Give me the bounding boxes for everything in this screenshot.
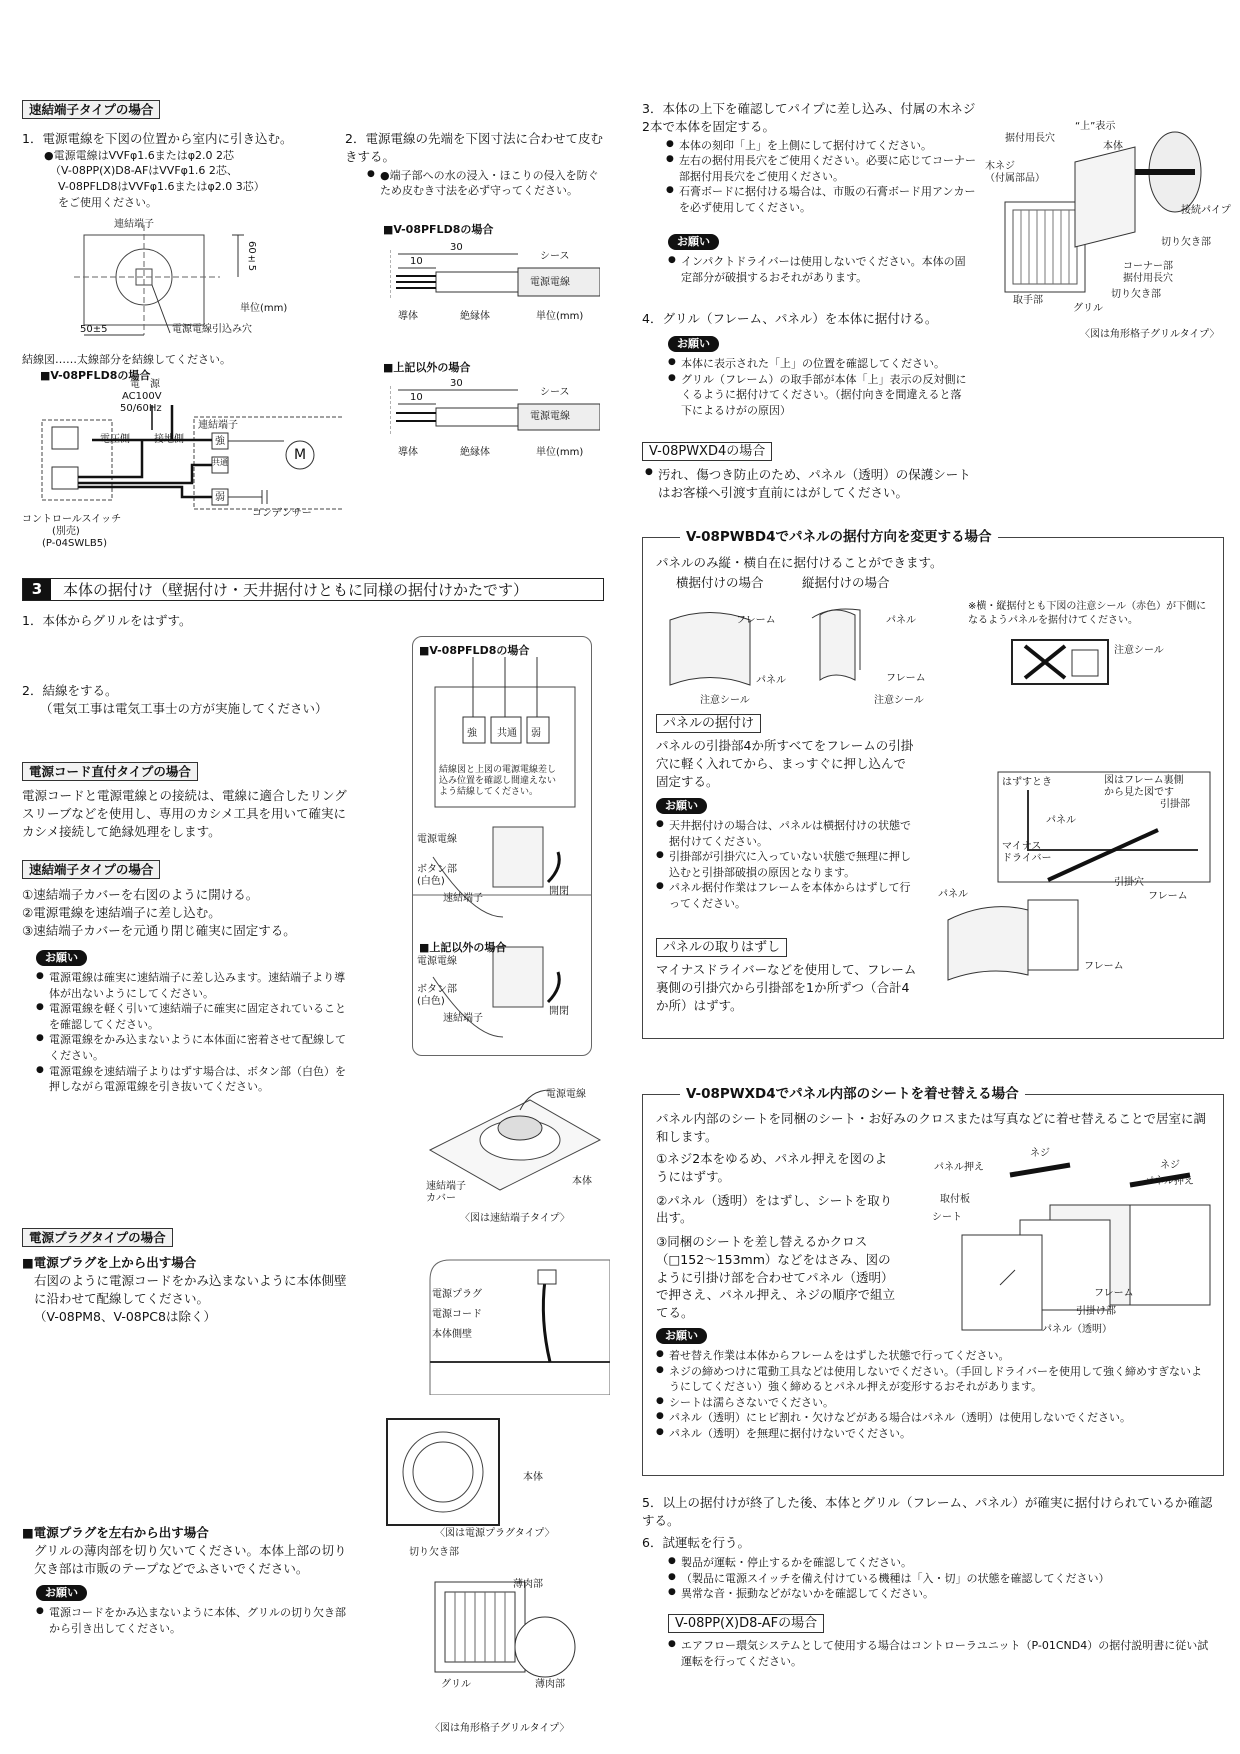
quick-onegai-badge: お願い [36, 948, 87, 966]
quick-tag-2: 速結端子タイプの場合 [22, 860, 160, 879]
wiring-note: 結線図……太線部分を結線してください。 [22, 353, 231, 366]
wxd-notes: ● 汚れ、傷つき防止のため、パネル（透明）の保護シートはお客様へ引渡す直前にはがしてください。 [645, 466, 975, 502]
install-figure-caption: 〈図は角形格子グリルタイプ〉 [1080, 329, 1220, 340]
plug-drawing-front [383, 1415, 503, 1530]
box1-install-notes: ● 天井据付けの場合は、パネルは横据付けの状態で据付けてください。 ● 引掛部が引掛穴に入っていない状態で無理に押し込むと引掛部破損の原因となります。 ● パネル据付作業はフレームを本体からはずして行ってください。 [656, 818, 918, 912]
panel-direction-box-title: V-08PWBD4でパネルの据付方向を変更する場合 [680, 528, 998, 547]
box2-notes: ● 着せ替え作業は本体からフレームをはずした状態で行ってください。 ● ネジの締めつけに電動工具などは使用しないでください。（手回しドライバーを使用して強く締めすぎないようにしてください）強く締めるとパネル押えが変形するおそれがあります。 ● シートは濡らさないでください。 ● パネル（透明）にヒビ割れ・欠けなどがある場合はパネル（透明）は使用しないでください。 ● パネル（透明）を無理に据付けないでください。 [656, 1348, 1212, 1442]
plug-top-text: 右図のように電源コードをかみ込まないように本体側壁に沿わせて配線してください。 [34, 1273, 347, 1306]
step-3: 3．本体の上下を確認してパイプに差し込み、付属の木ネジ2本で本体を固定する。 ● 本体の刻印「上」を上側にして据付けてください。 ● 左右の据付用長穴をご使用ください。必要に応じてコーナー部据付用長穴をご使用ください。 ● 石膏ボードに据付ける場合は、市販の石膏ボード用アンカーを必ず使用してください。 [642, 100, 977, 216]
grille-figure: 切り欠き部 薄肉部 グリル 薄肉部 [405, 1546, 595, 1716]
sec3-step-2: 2．結線をする。 [22, 683, 118, 698]
quick-notes: ● 電源電線は確実に速結端子に差し込みます。速結端子より導体が出ないようにしてください。 ● 電源電線を軽く引いて速結端子に確実に固定されていることを確認してください。 ● 電源電線をかみ込まないように本体面に密着させて配線してください。 ● 電源電線を速結端子よりはずす場合は、ボタン部（白色）を押しながら電源電線を引き抜いてください。 [36, 970, 346, 1095]
box1-install-tag: パネルの据付け [656, 714, 761, 733]
step-1: 1．電源電線を下図の位置から室内に引き込む。 ●電源電線はVVFφ1.6またはφ2.0 2芯 （V-08PP(X)D8-AFはVVFφ1.6 2芯、 V-08PFLD8はVVFφ1.6またはφ2.0 3芯） をご使用ください。 [22, 130, 342, 210]
box1-install-text: パネルの引掛部4か所すべてをフレームの引掛穴に軽く入れてから、まっすぐに押し込んで固定する。 [656, 738, 914, 789]
strip-diagram-1: 30 10 シース 電源電線 導体 絶縁体 単位(mm) [390, 244, 600, 328]
box1-panel-figures: フレーム パネル 注意シール パネル フレーム 注意シール [660, 600, 950, 712]
wxd-tag: V-08PWXD4の場合 [642, 442, 772, 461]
step-3-onegai-notes: ● インパクトドライバーは使用しないでください。本体の固定部分が破損するおそれがあります。 [668, 254, 968, 285]
terminal-figure-panel: ■V-08PFLD8の場合 強 共通 弱 結線図と上図の電源電線差し込み位置を確認し間違えないよう結線してください。 電源電線 ボタン部 (白色) 速結端子 開閉 ■上記以外の場合 電源電線 ボタン部 (白色) 速結端子 開閉 [412, 636, 592, 1056]
step-5: 5．以上の据付けが終了した後、本体とグリル（フレーム、パネル）が確実に据付けられているか確認する。 [642, 1495, 1213, 1528]
box1-onegai-badge: お願い [656, 796, 707, 814]
step-4-onegai-badge: お願い [668, 334, 719, 352]
wiring-diagram: 電 源 AC100V 50/60Hz 連結端子 接地側 電圧側 強 共通 弱 M コンデンサー コントロールスイッチ (別売) (P-04SWLB5) [22, 385, 342, 545]
step-2: 2．電源電線の先端を下図寸法に合わせて皮むきする。 ● ●端子部への水の浸入・ほこりの侵入を防ぐため皮むき寸法を必ず守ってください。 [345, 130, 607, 199]
sec3-step-1: 1．本体からグリルをはずす。 [22, 613, 192, 628]
box1-vertical-label: 縦据付けの場合 [802, 575, 890, 590]
box2-onegai-badge: お願い [656, 1326, 707, 1344]
box1-remove-tag: パネルの取りはずし [656, 938, 787, 957]
af-tag: V-08PP(X)D8-AFの場合 [668, 1614, 824, 1633]
quick-steps: ①速結端子カバーを右図のように開ける。 ②電源電線を速結端子に差し込む。 ③速結端子カバーを元通り閉じ確実に固定する。 [22, 887, 296, 938]
step-4-notes: ● 本体に表示された「上」の位置を確認してください。 ● グリル（フレーム）の取手部が本体「上」表示の反対側にくるように据付けてください。（据付向きを間違えると落下によるけがの原因） [668, 356, 968, 418]
cord-text: 電源コードと電源電線との接続は、電線に適合したリングスリーブなどを使用し、専用のカシメ工具を用いて確実にカシメ接続して絶縁処理をします。 [22, 788, 347, 839]
af-notes: ● エアフロー環気システムとして使用する場合はコントローラユニット（P-01CND4）の据付説明書に従い試運転を行ってください。 [668, 1638, 1218, 1669]
sec3-step-2-note: （電気工事は電気工事士の方が実施してください） [40, 701, 328, 716]
section-3-header: 3 本体の据付け（壁据付け・天井据付けともに同様の据付けかたです） [22, 578, 604, 601]
panel-removal-figure: はずすとき 図はフレーム裏側 から見た図です 引掛部 パネル マイナス ドライバー 引掛穴 フレーム パネル フレーム [928, 770, 1218, 985]
caution-sticker-drawing [1010, 638, 1120, 688]
plug-top-note: （V-08PM8、V-08PC8は除く） [34, 1309, 216, 1324]
plug-drawing-top [420, 1250, 610, 1395]
step-2-notes: ● ●端子部への水の浸入・ほこりの侵入を防ぐため皮むき寸法を必ず守ってください。 [345, 168, 607, 199]
step-4: 4．グリル（フレーム、パネル）を本体に据付ける。 [642, 311, 938, 326]
box1-remove-text: マイナスドライバーなどを使用して、フレーム裏側の引掛穴から引掛部を1か所ずつ（合計4か所）はずす。 [656, 962, 917, 1013]
plug-side-notes: ● 電源コードをかみ込まないように本体、グリルの切り欠き部から引き出してください。 [36, 1605, 346, 1636]
install-figure: 据付用長穴 “上”表示 本体 木ネジ （付属部品） 接続パイプ 切り欠き部 コーナー部 据付用長穴 取手部 グリル 切り欠き部 [985, 112, 1223, 337]
step-3-onegai-badge: お願い [668, 232, 719, 250]
plug-top-title: ■電源プラグを上から出す場合 [22, 1255, 197, 1270]
grille-drawing [405, 1562, 595, 1692]
sheet-change-figure: ネジ パネル押え ネジ パネル押え 取付板 シート フレーム 引掛け部 パネル（透明） [930, 1145, 1215, 1345]
step-6-notes: ● 製品が運転・停止するかを確認してください。 ● （製品に電源スイッチを備え付けている機種は「入・切」の状態を確認してください） ● 異常な音・振動などがないかを確認してください。 [668, 1555, 1218, 1602]
plug-side-text: グリルの薄肉部を切り欠いてください。本体上部の切り欠き部は市販のテープなどでふさいでください。 [34, 1543, 347, 1576]
strip-diagram-1-title: ■V-08PFLD8の場合 [383, 223, 494, 236]
cord-tag: 電源コード直付タイプの場合 [22, 762, 198, 781]
plug-figure-front: 本体 〈図は電源プラグタイプ〉 [383, 1415, 573, 1530]
quick-terminal-tag: 速結端子タイプの場合 [22, 100, 160, 119]
box1-horizontal-label: 横据付けの場合 [676, 575, 764, 590]
strip-diagram-2: 30 10 シース 電源電線 導体 絶縁体 単位(mm) [390, 380, 600, 464]
quick-terminal-figure: 電源電線 速結端子 カバー 本体 〈図は速結端子タイプ〉 [420, 1080, 610, 1228]
plug-onegai-badge: お願い [36, 1583, 87, 1601]
plug-side-title: ■電源プラグを左右から出す場合 [22, 1525, 209, 1540]
box2-intro: パネル内部のシートを同梱のシート・お好みのクロスまたは写真などに着せ替えることで居室に調和します。 [656, 1111, 1207, 1144]
wiring-model-title: ■V-08PFLD8の場合 [40, 369, 151, 382]
box2-steps: ①ネジ2本をゆるめ、パネル押えを図のようにはずす。 ②パネル（透明）をはずし、シートを取り出す。 ③同梱のシートを差し替えるかクロス（□152〜153mm）などをはさみ、図のように引掛け部を合わせてパネル（透明）で押さえ、パネル押え、ネジの順序で組立てる。 [656, 1151, 896, 1320]
plug-tag: 電源プラグタイプの場合 [22, 1228, 173, 1247]
step-1-notes: ●電源電線はVVFφ1.6またはφ2.0 2芯 （V-08PP(X)D8-AFはVVFφ1.6 2芯、 V-08PFLD8はVVFφ1.6またはφ2.0 3芯） をご使用ください。 [44, 148, 265, 209]
box1-intro: パネルのみ縦・横自在に据付けることができます。 [656, 555, 943, 570]
box1-caution-text: ※横・縦据付とも下図の注意シール（赤色）が下側になるようパネルを据付けてください。 [968, 601, 1207, 627]
step-3-notes: ● 本体の刻印「上」を上側にして据付けてください。 ● 左右の据付用長穴をご使用ください。必要に応じてコーナー部据付用長穴をご使用ください。 ● 石膏ボードに据付ける場合は、市販の石膏ボード用アンカーを必ず使用してください。 [642, 138, 977, 216]
grille-figure-caption: 〈図は角形格子グリルタイプ〉 [430, 1723, 570, 1734]
step-6: 6．試運転を行う。 [642, 1535, 750, 1550]
strip-diagram-2-title: ■上記以外の場合 [383, 361, 471, 374]
plug-figure-top: 電源プラグ 電源コード 本体側壁 [420, 1250, 610, 1395]
hole-position-figure: 連結端子 60±5 単位(mm) 50±5 電源電線引込み穴 [60, 215, 320, 345]
sheet-change-box-title: V-08PWXD4でパネル内部のシートを着せ替える場合 [680, 1085, 1025, 1104]
caution-sticker-figure: 注意シール [1010, 638, 1150, 688]
